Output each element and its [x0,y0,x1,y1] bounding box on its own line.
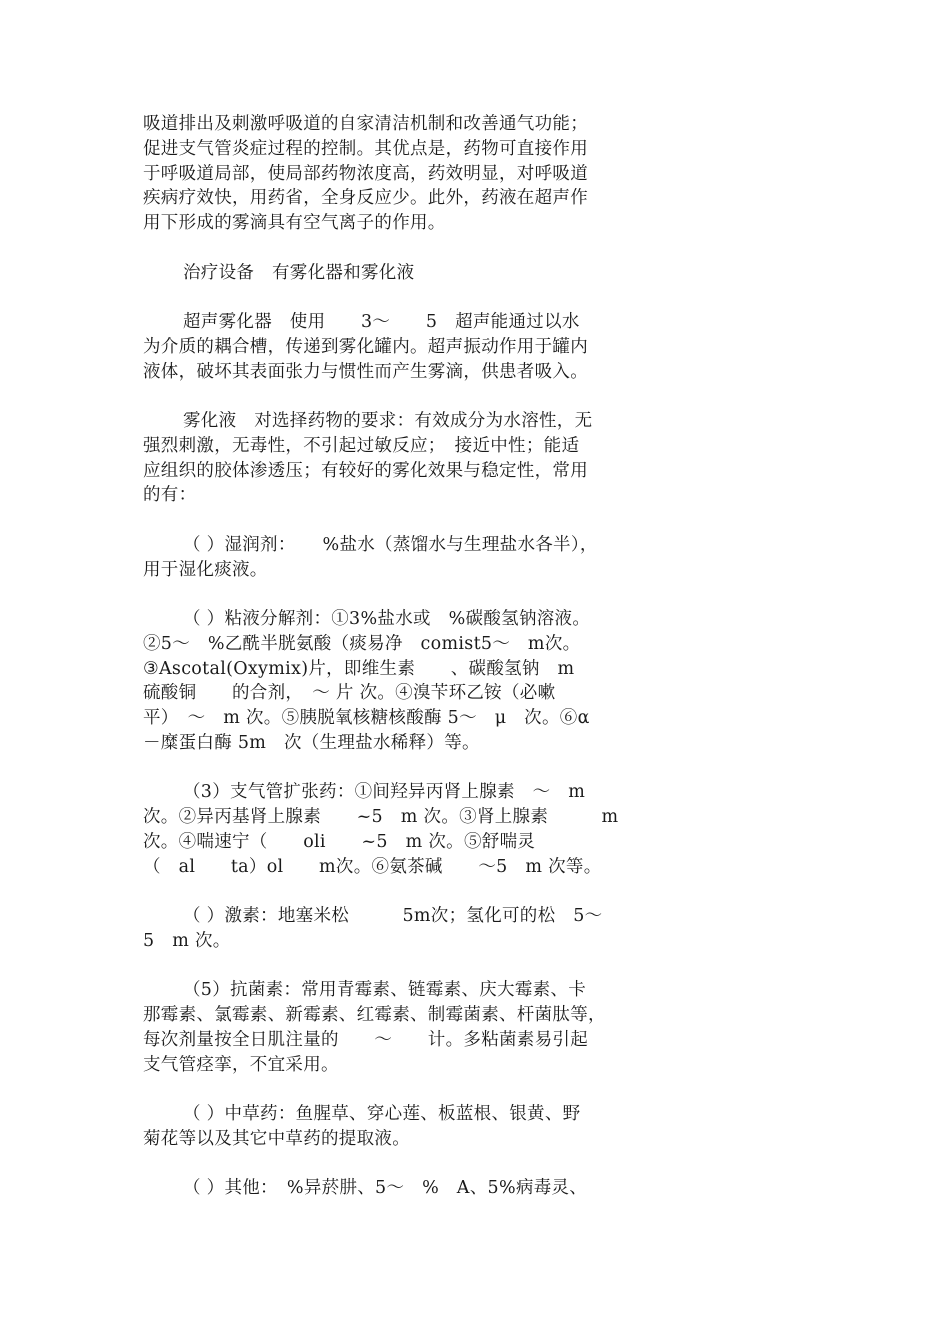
text-line: 5 m 次。 [143,930,231,951]
text-line: （ al ta）ol m次。⑥氨茶碱 ～5 m 次等。 [143,856,602,877]
text-line: 液体，破坏其表面张力与惯性而产生雾滴，供患者吸入。 [143,361,588,382]
document-body [143,112,643,1226]
text-line: 强烈刺激，无毒性，不引起过敏反应； 接近中性；能适 [143,435,580,456]
text-line: 治疗设备 有雾化器和雾化液 [183,262,415,283]
text-line: （ ）湿润剂： %盐水（蒸馏水与生理盐水各半）， [183,534,598,555]
text-line: 为介质的耦合槽，传递到雾化罐内。超声振动作用于罐内 [143,336,588,357]
text-line: （ ）其他： %异菸肼、5～ % A、5%病毒灵、 [183,1178,588,1199]
text-line: 超声雾化器 使用 3～ 5 超声能通过以水 [183,311,580,332]
text-line: 雾化液 对选择药物的要求：有效成分为水溶性，无 [183,410,593,431]
text-line: （ ）中草药：鱼腥草、穿心莲、板蓝根、银黄、野 [183,1104,581,1125]
paragraph [143,1176,643,1201]
text-line: 应组织的胶体渗透压；有较好的雾化效果与稳定性，常用 [143,460,588,481]
text-line: 用于湿化痰液。 [143,559,268,580]
text-line: 每次剂量按全日肌注量的 ～ 计。多粘菌素易引起 [143,1029,588,1050]
paragraph [143,310,643,384]
text-line: 疾病疗效快，用药省，全身反应少。此外，药液在超声作 [143,188,588,209]
paragraph [143,409,643,508]
paragraph [143,904,643,954]
text-line: 用下形成的雾滴具有空气离子的作用。 [143,213,446,234]
text-line: （ ）粘液分解剂：①3%盐水或 %碳酸氢钠溶液。 [183,608,591,629]
text-line: 吸道排出及刺激呼吸道的自家清洁机制和改善通气功能； [143,114,588,134]
text-line: （3）支气管扩张药：①间羟异丙肾上腺素 ～ m [183,782,586,803]
paragraph [143,112,643,236]
paragraph [143,607,643,756]
text-line: 硫酸铜 的合剂， ～ 片 次。④溴苄环乙铵（必嗽 [143,683,556,704]
text-line: 支气管痉挛，不宜采用。 [143,1054,339,1075]
paragraph [143,533,643,583]
text-line: 平） ～ m 次。⑤胰脱氧核糖核酸酶 5～ μ 次。⑥α [143,708,590,729]
text-line: 菊花等以及其它中草药的提取液。 [143,1128,410,1149]
paragraph [143,780,643,879]
text-line: 于呼吸道局部，使局部药物浓度高，药效明显，对呼吸道 [143,163,588,184]
text-line: 那霉素、氯霉素、新霉素、红霉素、制霉菌素、杆菌肽等， [143,1005,606,1026]
text-line: 次。②异丙基肾上腺素 ~5 m 次。③肾上腺素 m [143,807,619,828]
text-line: （ ）激素：地塞米松 5m次；氢化可的松 5～ [183,906,603,927]
text-line: 次。④喘速宁（ oli ~5 m 次。⑤舒喘灵 [143,831,536,852]
paragraph [143,978,643,1077]
text-line: 促进支气管炎症过程的控制。其优点是，药物可直接作用 [143,138,588,159]
paragraph [143,261,643,286]
paragraph [143,1102,643,1152]
text-line: ③Ascotal(Oxymix)片，即维生素 、碳酸氢钠 m [143,658,575,679]
text-line: （5）抗菌素：常用青霉素、链霉素、庆大霉素、卡 [183,980,587,1001]
text-line: ②5～ %乙酰半胱氨酸（痰易净 comist5～ m次。 [143,633,581,654]
text-line: 的有： [143,485,197,506]
text-line: －糜蛋白酶 5m 次（生理盐水稀释）等。 [143,732,480,753]
